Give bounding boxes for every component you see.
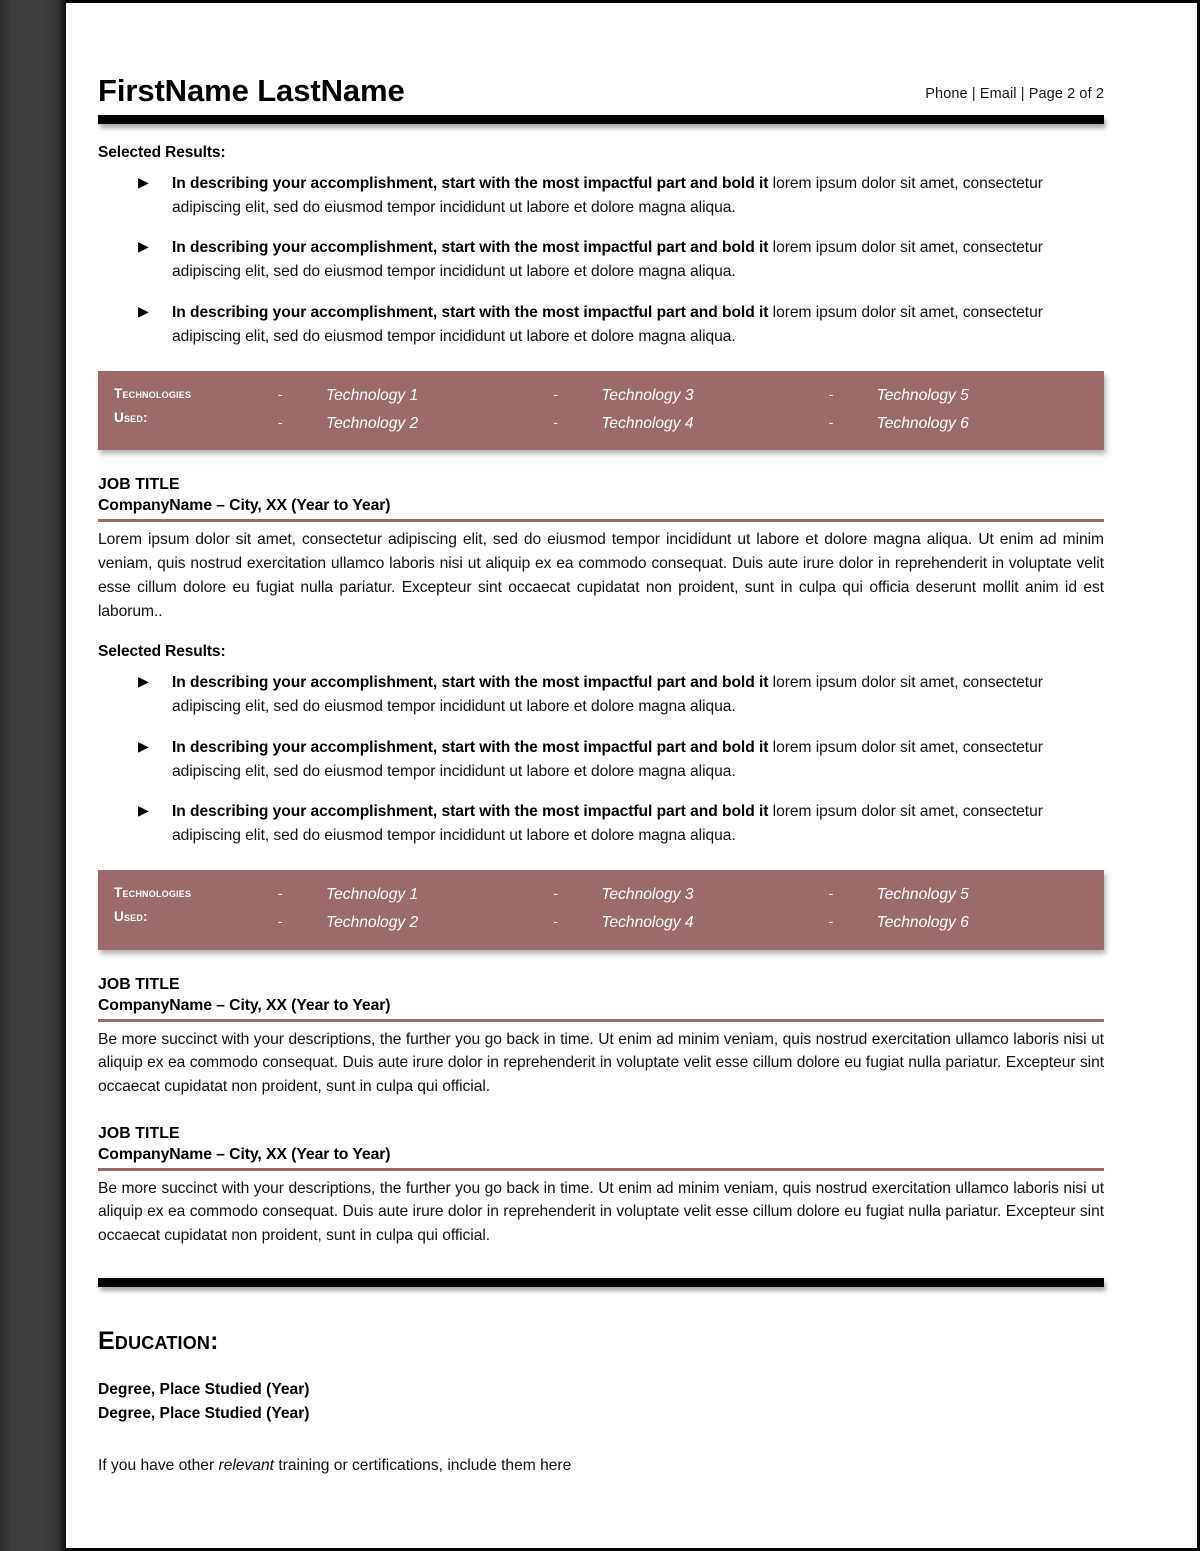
education-note bbox=[98, 1457, 1104, 1475]
list-item-text bbox=[172, 172, 1104, 220]
technology-item bbox=[278, 909, 553, 937]
technologies-column-3 bbox=[829, 881, 1104, 937]
dash-separator: - bbox=[828, 413, 834, 430]
dash-separator: - bbox=[828, 385, 834, 402]
technology-item bbox=[278, 382, 553, 410]
education-heading: Education: bbox=[98, 1326, 219, 1355]
selected-results-label-2: Selected Results: bbox=[98, 643, 226, 661]
dash-separator: - bbox=[553, 413, 558, 430]
dash-separator: - bbox=[553, 912, 558, 929]
technologies-column-2 bbox=[553, 881, 828, 937]
technology-name: Technology 3 bbox=[601, 886, 694, 904]
technology-item bbox=[278, 410, 553, 438]
selected-results-list-2 bbox=[98, 671, 1104, 848]
triangle-bullet-icon: ▶ bbox=[138, 238, 149, 255]
list-item-text bbox=[172, 301, 1104, 349]
page-sheet bbox=[69, 3, 1197, 1548]
list-item-bold-lead: In describing your accomplishment, start with the most impactful part and bold it bbox=[172, 802, 769, 820]
technology-name: Technology 4 bbox=[601, 414, 694, 432]
dash-separator: - bbox=[553, 385, 558, 402]
dash-separator: - bbox=[278, 885, 283, 902]
technology-name: Technology 3 bbox=[601, 386, 694, 404]
technology-name: Technology 5 bbox=[876, 886, 969, 904]
technology-name: Technology 5 bbox=[876, 386, 969, 404]
triangle-bullet-icon: ▶ bbox=[138, 302, 149, 319]
education-degree-item: Degree, Place Studied (Year) bbox=[98, 1405, 310, 1423]
job-company-location-dates: CompanyName – City, XX (Year to Year) bbox=[98, 996, 391, 1014]
triangle-bullet-icon: ▶ bbox=[138, 174, 149, 190]
technologies-used-label bbox=[98, 382, 278, 430]
list-item-bold-lead: In describing your accomplishment, start with the most impactful part and bold it bbox=[172, 674, 769, 692]
technologies-grid bbox=[98, 382, 1104, 438]
list-item-bold-lead: In describing your accomplishment, start with the most impactful part and bold it bbox=[172, 738, 769, 756]
document-content bbox=[98, 3, 1104, 1475]
technology-name: Technology 6 bbox=[876, 913, 969, 931]
header-divider-bar bbox=[98, 115, 1104, 124]
list-item-rest: lorem ipsum dolor sit amet, consectetur adipiscing elit, sed do eiusmod tempor incididunt ut labore et dolore magna aliqua. bbox=[172, 175, 1043, 217]
technology-item bbox=[829, 881, 1104, 909]
technologies-grid bbox=[98, 881, 1104, 937]
list-item bbox=[98, 800, 1104, 848]
technologies-used-band bbox=[98, 870, 1104, 950]
job-title: JOB TITLE bbox=[98, 1124, 180, 1142]
job-company-location-dates: CompanyName – City, XX (Year to Year) bbox=[98, 497, 391, 515]
education-note-before: If you have other bbox=[98, 1457, 219, 1474]
dash-separator: - bbox=[828, 885, 834, 902]
list-item-text bbox=[172, 671, 1104, 719]
technology-item bbox=[553, 909, 828, 937]
header-contact-line: Phone | Email | Page 2 of 2 bbox=[925, 86, 1104, 102]
job-title: JOB TITLE bbox=[98, 975, 180, 993]
job-title: JOB TITLE bbox=[98, 476, 180, 494]
list-item bbox=[98, 172, 1104, 220]
job-entry-2 bbox=[98, 976, 1104, 1099]
dash-separator: - bbox=[828, 912, 834, 929]
selected-results-label-1: Selected Results: bbox=[98, 144, 226, 161]
technology-name: Technology 2 bbox=[326, 414, 419, 432]
list-item-bold-lead: In describing your accomplishment, start with the most impactful part and bold it bbox=[172, 239, 769, 257]
list-item-rest: lorem ipsum dolor sit amet, consectetur adipiscing elit, sed do eiusmod tempor incididunt ut labore et dolore magna aliqua. bbox=[172, 802, 1043, 844]
education-degree-list bbox=[98, 1378, 1104, 1427]
list-item bbox=[98, 671, 1104, 719]
list-item-rest: lorem ipsum dolor sit amet, consectetur adipiscing elit, sed do eiusmod tempor incididunt ut labore et dolore magna aliqua. bbox=[172, 674, 1043, 716]
technologies-label-line1: Technologies bbox=[114, 885, 192, 901]
list-item-bold-lead: In describing your accomplishment, start with the most impactful part and bold it bbox=[172, 175, 769, 192]
triangle-bullet-icon: ▶ bbox=[138, 801, 149, 818]
education-note-emphasis: relevant bbox=[218, 1457, 274, 1474]
technology-name: Technology 6 bbox=[876, 414, 969, 432]
technology-item bbox=[278, 881, 553, 909]
list-item-rest: lorem ipsum dolor sit amet, consectetur adipiscing elit, sed do eiusmod tempor incididunt ut labore et dolore magna aliqua. bbox=[172, 738, 1043, 780]
job-divider-rule bbox=[98, 519, 1104, 522]
technology-item bbox=[829, 410, 1104, 438]
list-item-text bbox=[172, 800, 1104, 848]
list-item-text bbox=[172, 736, 1104, 784]
job-company-location-dates: CompanyName – City, XX (Year to Year) bbox=[98, 1145, 391, 1163]
education-degree-item: Degree, Place Studied (Year) bbox=[98, 1380, 310, 1398]
technologies-label-line2: Used: bbox=[114, 409, 148, 425]
technologies-label-line2: Used: bbox=[114, 909, 148, 925]
page-title: FirstName LastName bbox=[98, 73, 405, 108]
technologies-label-line1: Technologies bbox=[114, 385, 192, 401]
technology-item bbox=[553, 881, 828, 909]
dash-separator: - bbox=[278, 912, 283, 929]
selected-results-list-1 bbox=[98, 172, 1104, 349]
list-item bbox=[98, 301, 1104, 349]
triangle-bullet-icon: ▶ bbox=[138, 737, 149, 754]
list-item-rest: lorem ipsum dolor sit amet, consectetur adipiscing elit, sed do eiusmod tempor incididunt ut labore et dolore magna aliqua. bbox=[172, 303, 1043, 345]
job-divider-rule bbox=[98, 1168, 1104, 1171]
technology-item bbox=[829, 382, 1104, 410]
dash-separator: - bbox=[278, 413, 283, 430]
list-item bbox=[98, 736, 1104, 784]
technologies-used-band bbox=[98, 371, 1104, 451]
list-item-text bbox=[172, 236, 1104, 284]
job-description: Be more succinct with your descriptions, the further you go back in time. Ut enim ad minim veniam, quis nostrud exercitation ullamco laboris nisi ut aliquip ex ea commodo consequat. Duis aute irure dolor in reprehenderit in voluptate velit esse cillum dolore eu fugiat nulla pariatur. Excepteur sint occaecat cupidatat non proident, sunt in culpa qui official. bbox=[98, 1179, 1104, 1245]
list-item-bold-lead: In describing your accomplishment, start with the most impactful part and bold it bbox=[172, 303, 769, 321]
technology-item bbox=[553, 410, 828, 438]
job-entry-3 bbox=[98, 1125, 1104, 1248]
list-item bbox=[98, 236, 1104, 284]
job-description: Lorem ipsum dolor sit amet, consectetur adipiscing elit, sed do eiusmod tempor incididunt ut labore et dolore magna aliqua. Ut enim ad minim veniam, quis nostrud exercitation ullamco laboris nisi ut aliquip ex ea commodo consequat. Duis aute irure dolor in reprehenderit in voluptate velit esse cillum dolore eu fugiat nulla pariatur. Excepteur sint occaecat cupidatat non proident, sunt in culpa qui officia deserunt mollit anim id est laborum.. bbox=[98, 531, 1104, 620]
dash-separator: - bbox=[278, 385, 283, 402]
technology-name: Technology 4 bbox=[601, 913, 694, 931]
technologies-column-2 bbox=[553, 382, 828, 438]
job-entry-1 bbox=[98, 476, 1104, 623]
page-left-edge-shadow bbox=[0, 0, 66, 1551]
education-divider-bar bbox=[98, 1278, 1104, 1287]
job-description: Be more succinct with your descriptions, the further you go back in time. Ut enim ad minim veniam, quis nostrud exercitation ullamco laboris nisi ut aliquip ex ea commodo consequat. Duis aute irure dolor in reprehenderit in voluptate velit esse cillum dolore eu fugiat nulla pariatur. Excepteur sint occaecat cupidatat non proident, sunt in culpa qui official. bbox=[98, 1030, 1104, 1095]
technologies-column-1 bbox=[278, 382, 553, 438]
technologies-column-1 bbox=[278, 881, 553, 937]
technologies-used-label bbox=[98, 881, 278, 929]
technology-item bbox=[553, 382, 828, 410]
triangle-bullet-icon: ▶ bbox=[138, 673, 149, 690]
list-item-rest: lorem ipsum dolor sit amet, consectetur adipiscing elit, sed do eiusmod tempor incididunt ut labore et dolore magna aliqua. bbox=[172, 239, 1043, 281]
technologies-column-3 bbox=[829, 382, 1104, 438]
technology-item bbox=[829, 909, 1104, 937]
document-header bbox=[98, 3, 1104, 106]
technology-name: Technology 2 bbox=[326, 913, 419, 931]
job-divider-rule bbox=[98, 1019, 1104, 1022]
technology-name: Technology 1 bbox=[326, 386, 419, 404]
education-note-after: training or certifications, include them here bbox=[273, 1457, 572, 1474]
technology-name: Technology 1 bbox=[326, 886, 419, 904]
dash-separator: - bbox=[553, 885, 558, 902]
